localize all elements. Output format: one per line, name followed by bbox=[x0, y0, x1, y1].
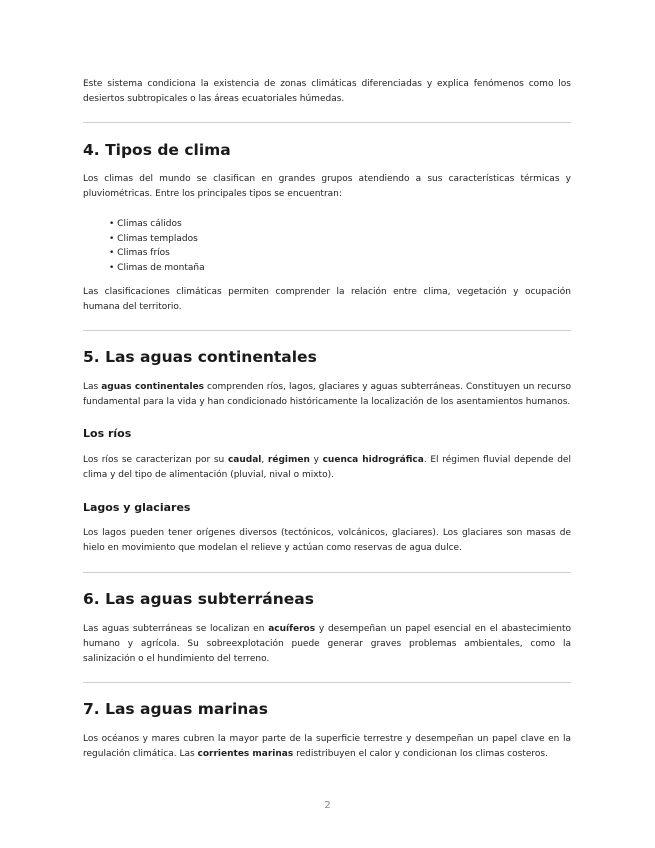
divider bbox=[83, 572, 571, 573]
emphasis: acuíferos bbox=[268, 624, 316, 634]
rios-paragraph: Los ríos se caracterizan por su caudal, régimen y cuenca hidrográfica. El régimen fluvial depende del clima y del tipo de alimentación (pluvial, nival o mixto). bbox=[83, 455, 571, 480]
section-6-heading: 6. Las aguas subterráneas bbox=[83, 590, 314, 608]
section-4-paragraph-2: Las clasificaciones climáticas permiten comprender la relación entre clima, vegetación y ocupación humana del territorio. bbox=[83, 287, 571, 312]
section-7-paragraph: Los océanos y mares cubren la mayor parte de la superficie terrestre y desempeñan un papel clave en la regulación climática. Las corrientes marinas redistribuyen el calor y condicionan los climas costeros. bbox=[83, 734, 571, 759]
list-item: • Climas templados bbox=[83, 232, 571, 247]
section-5-heading: 5. Las aguas continentales bbox=[83, 348, 317, 366]
subsection-lagos-heading: Lagos y glaciares bbox=[83, 501, 191, 514]
section-4-paragraph: Los climas del mundo se clasifican en grandes grupos atendiendo a sus características térmicas y pluviométricas. Entre los principales tipos se encuentran: bbox=[83, 174, 571, 199]
climate-types-list bbox=[83, 217, 571, 275]
list-item: • Climas cálidos bbox=[83, 217, 571, 232]
divider bbox=[83, 122, 571, 123]
emphasis: régimen bbox=[267, 455, 310, 465]
subsection-rios-heading: Los ríos bbox=[83, 427, 132, 440]
section-4-heading: 4. Tipos de clima bbox=[83, 141, 231, 159]
emphasis: corrientes marinas bbox=[197, 749, 294, 759]
lagos-paragraph: Los lagos pueden tener orígenes diversos (tectónicos, volcánicos, glaciares). Los glaciares son masas de hielo en movimiento que modelan el relieve y actúan como reservas de agua dulce. bbox=[83, 528, 571, 553]
section-6-paragraph: Las aguas subterráneas se localizan en acuíferos y desempeñan un papel esencial en el abastecimiento humano y agrícola. Su sobreexplotación puede generar graves problemas ambientales, como la salinización o el hundimiento del terreno. bbox=[83, 624, 572, 664]
page-number: 2 bbox=[324, 800, 331, 811]
emphasis: caudal bbox=[227, 455, 262, 465]
intro-paragraph: Este sistema condiciona la existencia de zonas climáticas diferenciadas y explica fenómenos como los desiertos subtropicales o las áreas ecuatoriales húmedas. bbox=[83, 79, 571, 104]
divider bbox=[83, 682, 571, 683]
section-7-heading: 7. Las aguas marinas bbox=[83, 700, 268, 718]
list-item: • Climas fríos bbox=[83, 246, 571, 261]
emphasis: aguas continentales bbox=[101, 382, 205, 392]
divider bbox=[83, 330, 571, 331]
section-5-paragraph: Las aguas continentales comprenden ríos, lagos, glaciares y aguas subterráneas. Constituyen un recurso fundamental para la vida y han condicionado históricamente la localización de los asentamientos humanos. bbox=[83, 382, 571, 407]
list-item: • Climas de montaña bbox=[83, 261, 571, 276]
emphasis: cuenca hidrográfica bbox=[322, 455, 424, 465]
